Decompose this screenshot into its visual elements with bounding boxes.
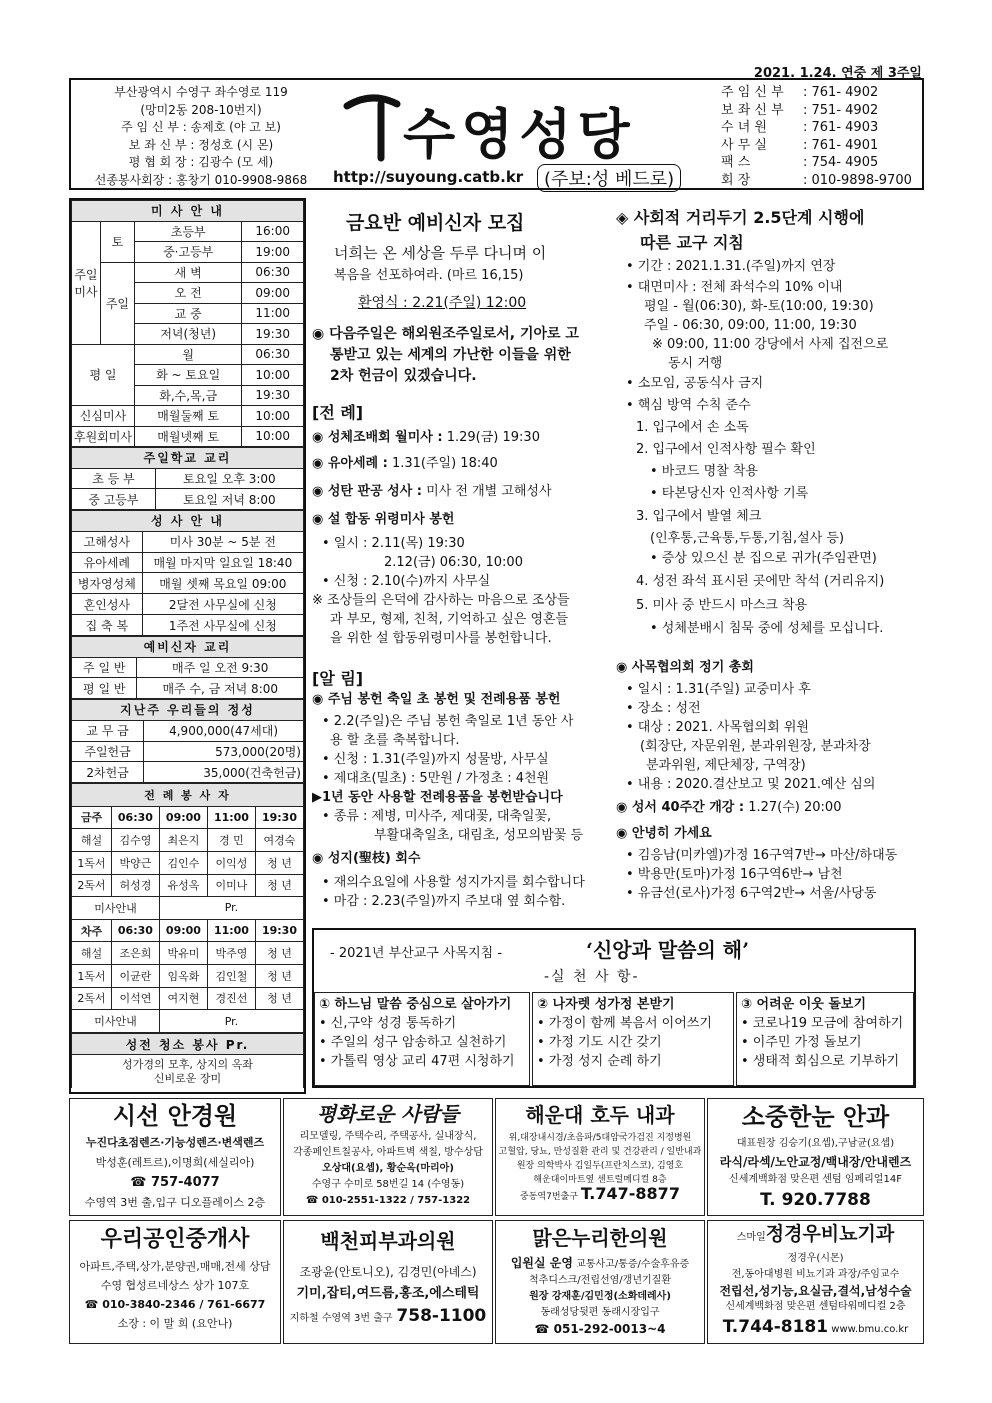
row-label: 고해성사 xyxy=(72,531,143,552)
ad-line: 위,대장내시경/초음파/5대암국가검진 지정병원 xyxy=(508,1133,692,1143)
row-label: 혼인성사 xyxy=(72,594,143,615)
guideline-item: 평일 - 월(06:30), 화-토(10:00, 19:30) xyxy=(644,299,874,314)
section-title: 성전 청소 봉사 Pr. xyxy=(72,1034,304,1055)
item-title: ◉ 안녕히 가세요 xyxy=(616,826,712,841)
usher-value: Pr. xyxy=(159,897,303,920)
catechumen-title: 금요반 예비신자 모집 xyxy=(346,212,525,234)
server-name: 최은지 xyxy=(159,829,207,852)
ad-title: 백천피부과의원 xyxy=(320,1229,456,1253)
row-value: 미사 30분 ~ 5분 전 xyxy=(142,531,303,552)
ad-line: 스마일 xyxy=(736,1232,766,1243)
pastoral-item: • 생태적 회심으로 기부하기 xyxy=(741,1054,900,1069)
ad-optician[interactable] xyxy=(69,1098,281,1216)
pastoral-item: • 가톨릭 영상 교리 47편 시청하기 xyxy=(319,1054,515,1069)
contacts xyxy=(721,84,921,189)
ad-line: 척추디스크/전립선염/갱년기질환 xyxy=(529,1275,671,1286)
item-detail: 용 할 초를 축복합니다. xyxy=(330,733,460,748)
ad-urology[interactable] xyxy=(707,1220,924,1344)
liturgy-block xyxy=(312,426,614,648)
server-name: 청 년 xyxy=(255,874,303,897)
item-detail: 분과위원, 제단체장, 구역장) xyxy=(646,758,806,773)
ad-eye-clinic[interactable] xyxy=(707,1098,924,1216)
time-head: 11:00 xyxy=(207,806,255,829)
mass-time: 19:30 xyxy=(242,324,304,345)
item-detail: • 2.2(주일)은 주님 봉헌 축일로 1년 동안 사 xyxy=(322,714,574,729)
item-detail: • 신청 : 1.31(주일)까지 성물방, 사무실 xyxy=(322,752,549,767)
ad-phone: T. 920.7788 xyxy=(760,1190,871,1210)
ad-realestate[interactable] xyxy=(69,1220,281,1344)
guideline-title: ◈ 사회적 거리두기 2.5단계 시행에 xyxy=(616,208,865,227)
notice-heading: [알 림] xyxy=(312,669,364,688)
logo xyxy=(333,86,713,166)
ad-line: 지하철 수영역 3번 출구 xyxy=(289,1313,393,1324)
time-head: 09:00 xyxy=(159,919,207,942)
ad-line: 교통사고/통증/수술후유증 xyxy=(576,1259,690,1270)
server-name: 조은희 xyxy=(111,942,159,965)
ad-dermatology[interactable] xyxy=(283,1220,493,1344)
item-title: ◉ 설 합동 위령미사 봉헌 xyxy=(312,512,455,527)
ad-title: 시선 안경원 xyxy=(112,1102,238,1130)
ad-line: 원장 강재훈/김민정(소화데레사) xyxy=(529,1291,671,1302)
item-detail: • 일시 : 1.31(주일) 교중미사 후 xyxy=(626,682,811,697)
week-label: 차주 xyxy=(72,919,112,942)
item-detail: 2.12(금) 06:30, 10:00 xyxy=(384,555,523,570)
server-name: 경 민 xyxy=(207,829,255,852)
ad-line: 수영 협성르네상스 상가 107호 xyxy=(100,1279,250,1292)
pastoral-col xyxy=(736,992,914,1086)
header xyxy=(69,78,924,190)
server-name: 박유미 xyxy=(159,942,207,965)
item-title: ◉ 사목협의회 정기 총회 xyxy=(616,660,754,675)
server-name: 박주영 xyxy=(207,942,255,965)
sunday-label: 주일 xyxy=(100,262,134,344)
server-name: 김수영 xyxy=(111,829,159,852)
time-head: 19:30 xyxy=(255,919,303,942)
item-detail: • 내용 : 2020.결산보고 및 2021.예산 심의 xyxy=(626,777,876,792)
ad-line: 신세계백화점 맞은편 센텀타워메디컬 2층 xyxy=(725,1301,906,1312)
guideline-item: • 대면미사 : 전체 좌석수의 10% 이내 xyxy=(626,280,843,295)
row-value: 573,000(20명) xyxy=(144,741,304,762)
guideline-item: • 바코드 명찰 착용 xyxy=(650,464,758,479)
ad-line: 수영구 수미로 58번길 14 (수영동) xyxy=(311,1179,465,1190)
row-label: 초 등 부 xyxy=(72,468,156,489)
mass-name: 오 전 xyxy=(134,283,241,304)
row-value: 매월 셋째 목요일 09:00 xyxy=(142,573,303,594)
section-title: 주일학교 교리 xyxy=(72,448,304,469)
ad-line: 전,동아대병원 비뇨기과 과장/주임교수 xyxy=(731,1269,900,1280)
mass-time: 09:00 xyxy=(242,283,304,304)
pastoral-col xyxy=(532,992,734,1086)
server-name: 여경숙 xyxy=(255,829,303,852)
time-head: 06:30 xyxy=(111,806,159,829)
row-label: 중 고등부 xyxy=(72,489,156,510)
mass-name: 월 xyxy=(134,344,241,365)
pastoral-item: • 가정 기도 시간 갖기 xyxy=(537,1035,662,1050)
pastoral-item: • 신,구약 성경 통독하기 xyxy=(319,1016,457,1031)
cleaning-group: 성가경의 모후, 상지의 옥좌 xyxy=(122,1057,253,1071)
ad-line: 입원실 운영 xyxy=(510,1256,573,1270)
ad-phone: 758-1100 xyxy=(396,1306,487,1326)
item-detail: • 김응남(미카엘)가정 16구역7반→ 마산/하대동 xyxy=(626,848,898,863)
offering-table xyxy=(71,699,304,783)
ad-line: 대표원장 김승기(요셉),구남균(요셉) xyxy=(736,1138,895,1149)
row-value: 매주 일 오전 9:30 xyxy=(137,657,304,678)
server-name: 유성옥 xyxy=(159,874,207,897)
guideline-item: • 핵심 방역 수칙 준수 xyxy=(626,398,751,413)
item-title: ◉ 성서 40주간 개강 : xyxy=(616,800,745,815)
pastoral-guideline-box xyxy=(312,928,916,1088)
pastoral-col-title: ③ 어려운 이웃 돌보기 xyxy=(741,997,867,1012)
mass-time: 10:00 xyxy=(242,426,304,447)
mass-time: 11:00 xyxy=(242,303,304,324)
item-title: ◉ 성지(聖枝) 회수 xyxy=(312,851,421,866)
ad-clinic-internal[interactable] xyxy=(495,1098,705,1216)
ad-line: 리모델링, 주택수리, 주택공사, 실내장식, xyxy=(299,1131,477,1142)
row-label: 주 일 반 xyxy=(72,657,137,678)
server-name: 이미나 xyxy=(207,874,255,897)
item-detail: • 재의수요일에 사용할 성지가지를 회수합니다 xyxy=(322,875,585,890)
right-column xyxy=(616,206,924,922)
left-sidebar xyxy=(69,198,306,1094)
server-name: 임옥화 xyxy=(159,965,207,988)
ad-line: 정경우(시몬) xyxy=(787,1253,844,1264)
council-line: 평 협 회 장 : 김광수 (모 세) xyxy=(128,155,274,169)
item-detail: • 종류 : 제병, 미사주, 제대꽃, 대축일꽃, xyxy=(322,809,552,824)
guideline-item: 4. 성전 좌석 표시된 곳에만 착석 (거리유지) xyxy=(636,574,885,589)
sacrament-table xyxy=(71,510,304,636)
special-mass-day: 매월넷째 토 xyxy=(134,426,241,447)
pastoral-subtitle: -실 천 사 항- xyxy=(544,969,640,985)
ad-line: 누진다초점렌즈·기능성렌즈·변색렌즈 xyxy=(85,1136,265,1149)
time-head: 09:00 xyxy=(159,806,207,829)
item-title: ▶1년 동안 사용할 전례용품을 봉헌받습니다 xyxy=(312,790,563,805)
announcement-block xyxy=(312,688,614,911)
cleaning-group: 신비로운 장미 xyxy=(153,1071,222,1085)
ad-phone: T.747-8877 xyxy=(580,1184,680,1203)
mass-name: 화 ~ 토요일 xyxy=(134,365,241,386)
row-label: 유아세례 xyxy=(72,552,143,573)
section-title: 예비신자 교리 xyxy=(72,637,304,658)
guideline-item: 주일 - 06:30, 09:00, 11:00, 19:30 xyxy=(644,318,857,333)
address-line: 부산광역시 수영구 좌수영로 119 xyxy=(114,85,288,99)
notice-line: 통받고 있는 세계의 가난한 이들을 위한 xyxy=(330,347,571,363)
item-detail: • 유금선(로사)가정 6구역2반→ 서울/사당동 xyxy=(626,886,877,901)
item-detail: • 장소 : 성전 xyxy=(626,701,701,716)
ad-line: 고혈압, 당뇨, 만성질환 관리 및 건강관리 / 일반내과 xyxy=(498,1147,702,1157)
ad-phone: ☎ 010-2551-1322 / 757-1322 xyxy=(305,1195,471,1206)
server-name: 김인수 xyxy=(159,851,207,874)
contact-row: 수 녀 원 : 761- 4903 xyxy=(721,120,879,135)
item-detail: ※ 조상들의 은덕에 감사하는 마음으로 조상들 xyxy=(312,593,570,608)
time-head: 19:30 xyxy=(255,806,303,829)
ad-line: 기미,잡티,여드름,홍조,에스테틱 xyxy=(296,1286,480,1301)
item-title: ◉ 성탄 판공 성사 : xyxy=(312,484,422,499)
liturgy-heading: [전 례] xyxy=(312,403,364,422)
usher-value: Pr. xyxy=(159,1010,303,1033)
guideline-item: • 성체분배시 침묵 중에 성체를 모십니다. xyxy=(650,621,884,636)
mass-time: 06:30 xyxy=(242,344,304,365)
mass-time: 06:30 xyxy=(242,262,304,283)
scripture-line: 복음을 선포하여라. (마르 16,15) xyxy=(334,268,524,283)
pastoral-left: - 2021년 부산교구 사목지침 - xyxy=(330,946,503,961)
address-block xyxy=(77,84,325,189)
server-name: 청 년 xyxy=(255,851,303,874)
website-link[interactable]: http://suyoung.catb.kr xyxy=(333,168,524,186)
row-label: 병자영성체 xyxy=(72,573,143,594)
contact-row: 팩 스 : 754- 4905 xyxy=(721,155,879,170)
role-label: 2독서 xyxy=(72,987,112,1010)
address-line: (망미2동 208-10번지) xyxy=(140,102,262,117)
mass-name: 저녁(청년) xyxy=(134,324,241,345)
ad-website: www.bmu.co.kr xyxy=(831,1324,909,1335)
item-value: 미사 전 개별 고해성사 xyxy=(422,484,552,499)
mass-time: 19:30 xyxy=(242,385,304,406)
pastoral-item: • 가정 성지 순례 하기 xyxy=(537,1054,662,1069)
ad-line: 박성훈(레트르),이명희(세실리아) xyxy=(95,1156,255,1169)
ad-oriental-clinic[interactable] xyxy=(495,1220,705,1344)
item-detail: (회장단, 자문위원, 분과위원장, 분과차장 xyxy=(640,739,871,754)
row-value: 4,900,000(47세대) xyxy=(144,720,304,741)
ad-line: 각종페인트칠공사, 아파트벽 색칠, 방수상담 xyxy=(293,1147,483,1158)
server-name: 청 년 xyxy=(255,942,303,965)
row-label: 평 일 반 xyxy=(72,678,137,699)
item-detail: 을 위한 설 합동위령미사를 봉헌합니다. xyxy=(330,631,552,646)
ad-interior[interactable] xyxy=(283,1098,493,1216)
item-detail: • 대상 : 2021. 사목협의회 위원 xyxy=(626,720,809,735)
logo-text: 수영성당 xyxy=(403,102,636,166)
server-name: 김인철 xyxy=(207,965,255,988)
guideline-item: • 기간 : 2021.1.31.(주일)까지 연장 xyxy=(626,259,836,274)
special-mass-name: 신심미사 xyxy=(72,406,135,427)
row-value: 매월 마지막 일요일 18:40 xyxy=(142,552,303,573)
ad-title: 소중한눈 안과 xyxy=(741,1103,890,1131)
contact-row: 보 좌 신 부 : 751- 4902 xyxy=(721,102,879,118)
mass-table xyxy=(71,200,304,447)
guideline-item: ※ 09:00, 11:00 강당에서 사제 집전으로 xyxy=(652,337,889,352)
pastoral-col-title: ② 나자렛 성가정 본받기 xyxy=(537,997,675,1012)
mass-name: 중·고등부 xyxy=(134,242,241,263)
server-name: 이석연 xyxy=(111,987,159,1010)
row-value: 토요일 저녁 8:00 xyxy=(155,489,303,510)
notice-block xyxy=(312,324,579,387)
item-title: ◉ 성체조배회 월미사 : xyxy=(312,430,443,445)
time-head: 06:30 xyxy=(111,919,159,942)
contact-row: 주 임 신 부 : 761- 4902 xyxy=(721,85,879,100)
funeral-line: 선종봉사회장 : 홍창기 010-9908-9868 xyxy=(94,172,308,187)
ad-line: 소장 : 이 말 희 (요안나) xyxy=(117,1317,233,1330)
weekday-label: 평 일 xyxy=(72,344,135,406)
week-label: 금주 xyxy=(72,806,112,829)
pastoral-title: ‘신앙과 말씀의 해’ xyxy=(586,938,750,962)
ad-line: 중동역7번출구 xyxy=(520,1192,578,1202)
item-detail: 부활대축일초, 대림초, 성모의밤꽃 등 xyxy=(374,828,584,843)
cleaning-table xyxy=(71,1033,304,1088)
guideline-title: 따른 교구 지침 xyxy=(640,233,744,252)
item-title: ◉ 주님 봉헌 축일 초 봉헌 및 전례용품 봉헌 xyxy=(312,692,561,707)
time-head: 11:00 xyxy=(207,919,255,942)
contact-row: 사 무 실 : 761- 4901 xyxy=(721,137,879,153)
ad-phone: T.744-8181 xyxy=(722,1317,829,1337)
server-name: 박양근 xyxy=(111,851,159,874)
ad-title: 우리공인중개사 xyxy=(100,1226,250,1252)
guideline-item: 5. 미사 중 반드시 마스크 착용 xyxy=(636,598,808,613)
section-title: 성 사 안 내 xyxy=(72,511,304,532)
item-detail: • 마감 : 2.23(주일)까지 주보대 옆 회수함. xyxy=(322,894,566,909)
role-label: 해설 xyxy=(72,942,112,965)
guideline-item: 3. 입구에서 발열 체크 xyxy=(636,509,762,524)
ad-title: 평화로운 사람들 xyxy=(316,1102,460,1126)
usher-label: 미사안내 xyxy=(72,897,160,920)
row-value: 1주전 사무실에 신청 xyxy=(142,615,303,636)
mass-time: 19:00 xyxy=(242,242,304,263)
server-name: 허성경 xyxy=(111,874,159,897)
ad-phone: ☎ 757-4077 xyxy=(130,1175,220,1190)
special-mass-day: 매월둘째 토 xyxy=(134,406,241,427)
row-label: 교 무 금 xyxy=(72,720,144,741)
row-value: 35,000(건축헌금) xyxy=(144,762,304,783)
pastoral-col xyxy=(314,992,530,1086)
ad-line: 해운대이마트옆 센트럴메디컬 8층 xyxy=(533,1175,667,1185)
mass-time: 16:00 xyxy=(242,221,304,242)
row-value: 토요일 오후 3:00 xyxy=(155,468,303,489)
mass-name: 초등부 xyxy=(134,221,241,242)
guideline-item: • 타본당신자 인적사항 기록 xyxy=(650,486,809,501)
ad-title: 맑은누리한의원 xyxy=(532,1226,668,1250)
pastoral-item: • 주일의 성구 암송하고 실천하기 xyxy=(319,1035,507,1050)
row-label: 집 축 복 xyxy=(72,615,143,636)
priest-line: 주 임 신 부 : 송제호 (야 고 보) xyxy=(121,120,281,134)
guideline-item: • 소모임, 공동식사 금지 xyxy=(626,376,764,391)
patron-saint: (주보:성 베드로) xyxy=(537,164,681,192)
pastoral-item: • 이주민 가정 돌보기 xyxy=(741,1035,862,1050)
welcome-time: 환영식 : 2.21(주일) 12:00 xyxy=(358,295,527,311)
pastoral-item: • 코로나19 모금에 참여하기 xyxy=(741,1016,904,1031)
item-value: 1.31(주일) 18:40 xyxy=(387,456,498,471)
server-name: 이균란 xyxy=(111,965,159,988)
mass-name: 새 벽 xyxy=(134,262,241,283)
ad-line: 라식/라섹/노안교정/백내장/안내렌즈 xyxy=(719,1155,912,1169)
saturday-label: 토 xyxy=(100,221,134,262)
ad-line: 아파트,주택,상가,분양권,매매,전세 상담 xyxy=(79,1260,271,1273)
scripture-line: 너희는 온 세상을 두루 다니며 이 xyxy=(334,244,547,262)
mass-name: 교 중 xyxy=(134,303,241,324)
item-title: ◉ 유아세례 : xyxy=(312,456,388,471)
ad-line: 수영역 3번 출,입구 디오플레이스 2층 xyxy=(84,1196,266,1209)
usher-label: 미사안내 xyxy=(72,1010,160,1033)
ad-title: 해운대 호두 내과 xyxy=(525,1103,675,1127)
mass-time: 10:00 xyxy=(242,365,304,386)
assistant-priest-line: 보 좌 신 부 : 정성호 (시 몬) xyxy=(128,137,274,152)
notice-line: 2차 헌금이 있겠습니다. xyxy=(330,368,477,384)
contact-row: 회 장 : 010-9898-9700 xyxy=(721,172,912,188)
server-name: 청 년 xyxy=(255,987,303,1010)
middle-column xyxy=(308,200,614,920)
ad-line: 전립선,성기능,요실금,결석,남성수술 xyxy=(719,1284,912,1298)
sunday-mass-label: 주일미사 xyxy=(72,221,101,344)
item-detail: 과 부모, 형제, 친척, 기억하고 싶은 영혼들 xyxy=(330,612,569,627)
item-detail: • 일시 : 2.11(목) 19:30 xyxy=(322,536,465,551)
ad-line: 조광윤(안토니오), 김경민(아녜스) xyxy=(299,1265,477,1279)
ad-line: 신세계백화점 맞은편 센텀 임페리얼14F xyxy=(729,1174,902,1185)
section-title: 전 례 봉 사 자 xyxy=(72,784,304,807)
guideline-item: • 증상 있으신 분 집으로 귀가(주임관면) xyxy=(650,551,877,566)
item-value: 1.27(수) 20:00 xyxy=(744,800,842,815)
ad-line: 원장 의학박사 김일두(프란치스코), 김영호 xyxy=(516,1161,684,1171)
ad-title: 정경우비뇨기과 xyxy=(765,1223,895,1245)
guideline-item: 1. 입구에서 손 소독 xyxy=(636,420,749,435)
ad-line: 동래성당뒷편 동래시장입구 xyxy=(540,1307,660,1318)
role-label: 해설 xyxy=(72,829,112,852)
item-detail: • 박용만(토마)가정 16구역6반→ 남천 xyxy=(626,867,843,882)
ad-phone: ☎ 051-292-0013~4 xyxy=(534,1322,666,1336)
role-label: 1독서 xyxy=(72,965,112,988)
guideline-item: 동시 거행 xyxy=(668,356,723,371)
pastoral-col-title: ① 하느님 말씀 중심으로 살아가기 xyxy=(319,997,512,1012)
issue-date: 2021. 1.24. 연중 제 3주일 xyxy=(753,66,922,81)
item-value: 1.29(금) 19:30 xyxy=(442,430,540,445)
server-name: 여지현 xyxy=(159,987,207,1010)
item-detail: • 신청 : 2.10(수)까지 사무실 xyxy=(322,574,491,589)
catechumen-table xyxy=(71,636,304,699)
section-title: 지난주 우리들의 정성 xyxy=(72,700,304,721)
row-value: 2달전 사무실에 신청 xyxy=(142,594,303,615)
guideline-item: (인후통,근육통,두통,기침,설사 등) xyxy=(650,531,845,546)
mass-name: 화,수,목,금 xyxy=(134,385,241,406)
guideline-item: 2. 입구에서 인적사항 필수 확인 xyxy=(636,442,816,457)
ad-phone: ☎ 010-3840-2346 / 761-6677 xyxy=(84,1298,266,1311)
sunday-school-table xyxy=(71,447,304,510)
server-name: 경진선 xyxy=(207,987,255,1010)
role-label: 2독서 xyxy=(72,874,112,897)
servers-table xyxy=(71,783,304,1033)
server-name: 이익성 xyxy=(207,851,255,874)
item-detail: • 제대초(밀초) : 5만원 / 가정초 : 4천원 xyxy=(322,771,550,786)
section-title: 미 사 안 내 xyxy=(72,201,304,222)
row-label: 2차헌금 xyxy=(72,762,144,783)
row-label: 주일헌금 xyxy=(72,741,144,762)
ad-line: 오상대(요셉), 황순옥(마리아) xyxy=(322,1163,454,1174)
server-name: 청 년 xyxy=(255,965,303,988)
role-label: 1독서 xyxy=(72,851,112,874)
row-value: 매주 수, 금 저녁 8:00 xyxy=(137,678,304,699)
special-mass-name: 후원회미사 xyxy=(72,426,135,447)
mass-time: 10:00 xyxy=(242,406,304,427)
notice-line: ◉ 다음주일은 해외원조주일로서, 기아로 고 xyxy=(312,326,579,342)
pastoral-item: • 가정이 함께 복음서 이어쓰기 xyxy=(537,1016,712,1031)
